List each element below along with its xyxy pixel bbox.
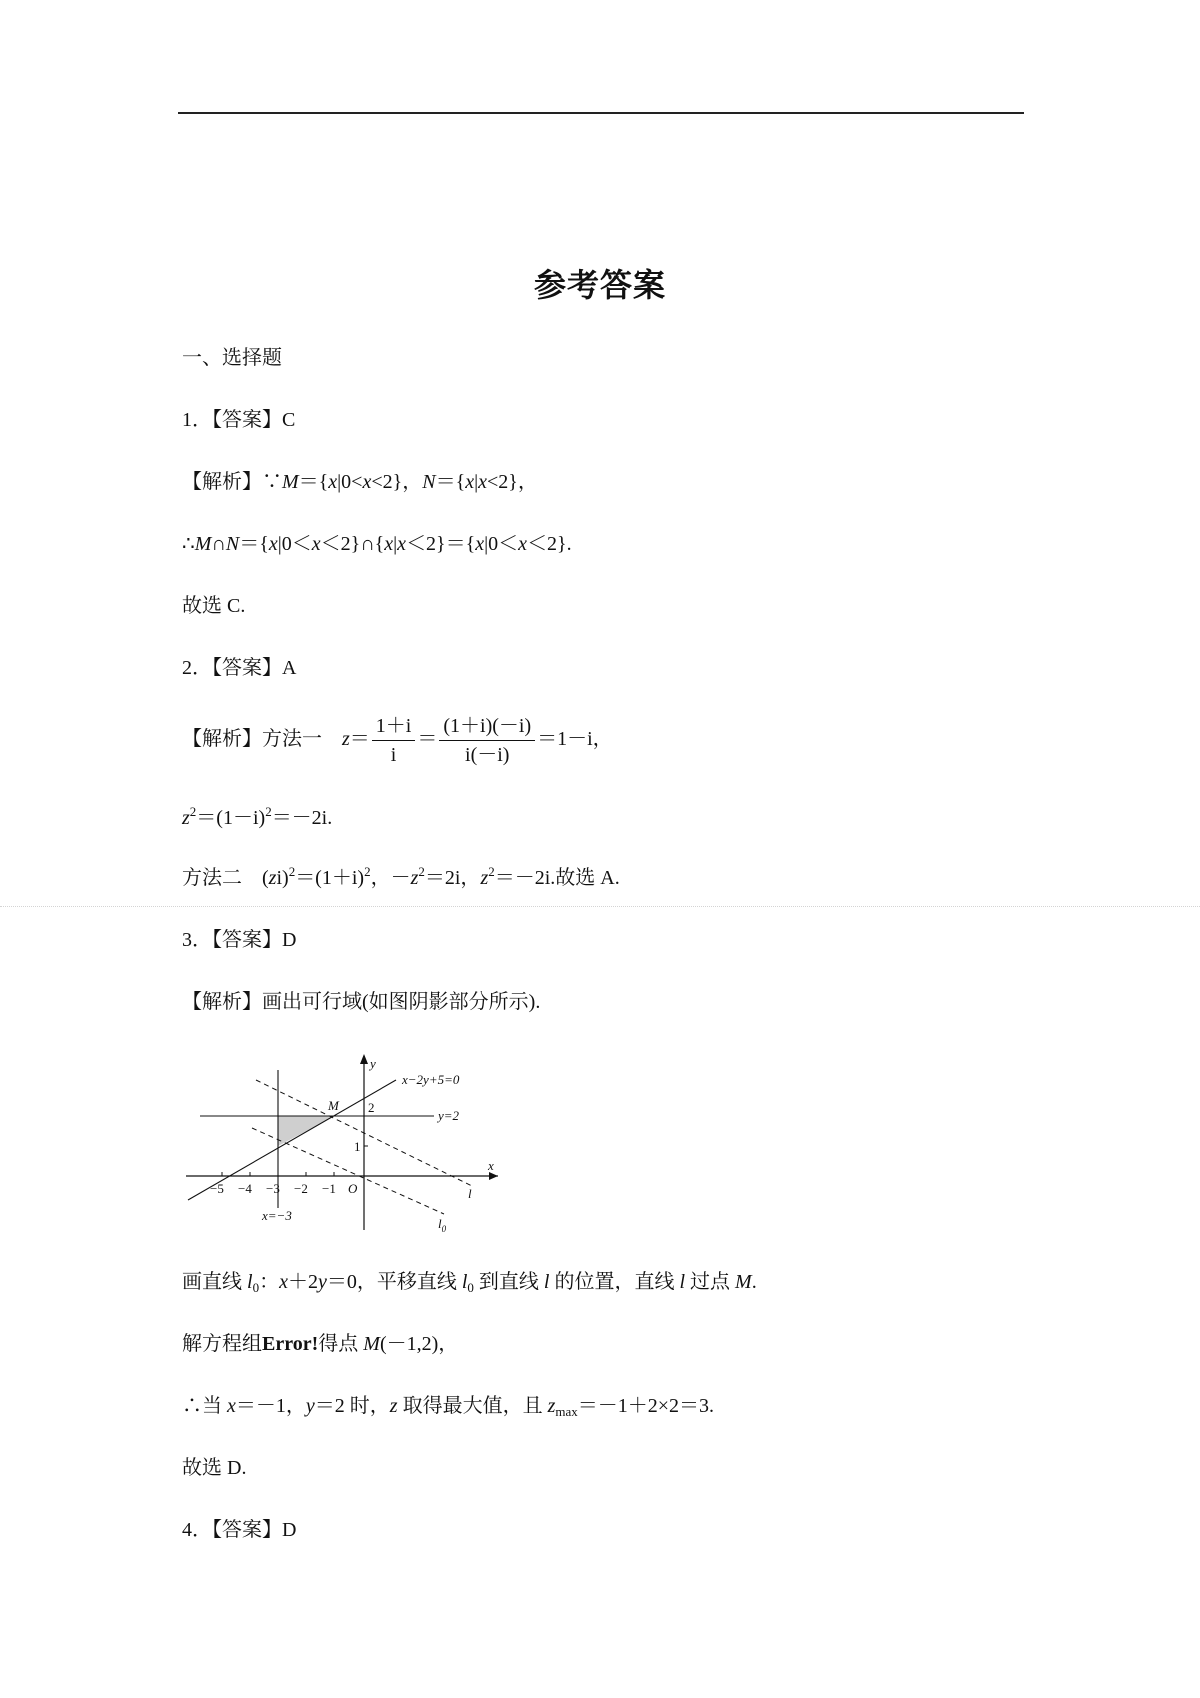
- x-tick-label: −2: [294, 1181, 308, 1196]
- q2-analysis-line1: 【解析】方法一 z＝ $\frac{1+i}{i}$ ＝ $\frac{(1+i)(-i)}{i(-i)}$ ＝1－i，: [182, 712, 613, 769]
- q4-answer: 4．【答案】D: [182, 1519, 297, 1541]
- line-l-label: l: [468, 1186, 472, 1201]
- q3-analysis-line4: ∴当 x＝－1，y＝2 时，z 取得最大值，且 $z_{max}=-1+2\times 2=3$.: [182, 1395, 715, 1419]
- q3-analysis-line3: 解方程组Error!得点 M(－1,2)，: [182, 1333, 459, 1355]
- error-text: Error!: [262, 1333, 319, 1355]
- y-axis-label: y: [370, 1056, 376, 1071]
- q2-analysis-line3: 方法二 $(zi)^2=(1+i)^2$，$-z^2=2i$，$z^2=-2i$.故选 A.: [182, 864, 620, 889]
- page-separator: [0, 906, 1200, 907]
- x-axis-label: x: [488, 1158, 494, 1173]
- y2-label: y=2: [438, 1108, 460, 1123]
- q1-analysis-line1: 【解析】∵M＝{x|0<x<2}，N＝{x|x<2}，: [182, 471, 538, 493]
- q2-answer: 2．【答案】A: [182, 657, 297, 679]
- x-tick-label: −1: [322, 1181, 336, 1196]
- eq-line-label: x−2y+5=0: [402, 1072, 460, 1087]
- point-M-label: M: [328, 1098, 339, 1113]
- page-title: 参考答案: [533, 267, 666, 303]
- q3-conclusion: 故选 D.: [182, 1457, 247, 1479]
- q3-analysis: 【解析】画出可行域(如图阴影部分所示).: [182, 991, 541, 1013]
- tick-label-1: 1: [354, 1139, 361, 1154]
- q1-analysis-line2: ∴M∩N＝{x|0＜x＜2}∩{x|x＜2}＝{x|0＜x＜2}.: [182, 533, 572, 555]
- x-tick-label: −5: [210, 1181, 224, 1196]
- x-axis-arrow: [489, 1172, 498, 1180]
- x-tick-label: −4: [238, 1181, 252, 1196]
- origin-label: O: [348, 1181, 358, 1196]
- tick-label-2: 2: [368, 1100, 375, 1115]
- header-rule: [178, 112, 1024, 114]
- line-l0-label: $l_0$: [438, 1216, 447, 1234]
- q2-analysis-line2: $z^2=(1-i)^2=-2i$.: [182, 804, 333, 829]
- q1-conclusion: 故选 C.: [182, 595, 246, 617]
- section-heading: 一、选择题: [182, 347, 282, 369]
- x3-label: x=−3: [262, 1208, 292, 1223]
- q3-answer: 3．【答案】D: [182, 929, 297, 951]
- fraction-2: $\frac{(1+i)(-i)}{i(-i)}$: [439, 712, 535, 769]
- feasible-region-figure: [182, 1048, 502, 1243]
- fraction-1: $\frac{1+i}{i}$: [372, 712, 416, 769]
- line-l0-dashed: [252, 1128, 444, 1214]
- q1-answer: 1．【答案】C: [182, 409, 296, 431]
- q3-analysis-line2: 画直线 $l_0$：x＋2y＝0，平移直线 $l_0$ 到直线 l 的位置，直线 l 过点 M.: [182, 1271, 757, 1295]
- x-tick-label: −3: [266, 1181, 280, 1196]
- y-axis-arrow: [360, 1054, 368, 1064]
